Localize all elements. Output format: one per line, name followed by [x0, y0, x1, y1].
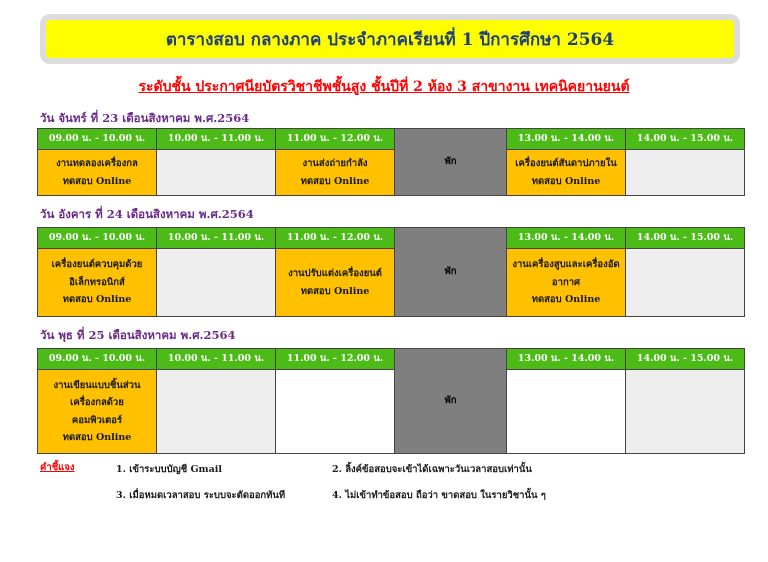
subject-name: เครื่องยนต์ควบคุมด้วย — [51, 259, 143, 271]
empty-cell — [276, 370, 395, 454]
time-slot-header: 11.00 น. - 12.00 น. — [276, 349, 395, 370]
empty-cell — [626, 249, 745, 317]
time-slot-header: 13.00 น. - 14.00 น. — [507, 129, 626, 150]
time-slot-header: 10.00 น. - 11.00 น. — [157, 129, 276, 150]
subject-name: งานเครื่องสูบและเครื่องอัด — [512, 259, 620, 271]
note-item: 3. เมื่อหมดเวลาสอบ ระบบจะตัดออกทันที — [116, 490, 286, 501]
time-slot-header: 09.00 น. - 10.00 น. — [38, 129, 157, 150]
notes-title: คำชี้แจง — [40, 462, 75, 473]
time-slot-header: 14.00 น. - 15.00 น. — [626, 349, 745, 370]
schedule-table-wednesday — [37, 348, 745, 454]
subject-name: งานเขียนแบบชิ้นส่วน — [53, 379, 141, 391]
subject-cell — [38, 150, 157, 196]
day-label-tuesday: วัน อังคาร ที่ 24 เดือนสิงหาคม พ.ศ.2564 — [40, 207, 254, 221]
time-slot-header: 14.00 น. - 15.00 น. — [626, 228, 745, 249]
time-slot-header: 10.00 น. - 11.00 น. — [157, 349, 276, 370]
subject-name: คอมพิวเตอร์ — [71, 414, 123, 426]
subject-name: เครื่องกลด้วย — [70, 397, 124, 409]
note-item: 4. ไม่เข้าทำข้อสอบ ถือว่า ขาดสอบ ในรายวิชานั้น ๆ — [332, 490, 546, 501]
note-item: 2. ลิ้งค์ข้อสอบจะเข้าได้เฉพาะวันเวลาสอบเท่านั้น — [332, 464, 532, 475]
exam-mode: ทดสอบ Online — [62, 175, 132, 187]
time-slot-header: 11.00 น. - 12.00 น. — [276, 228, 395, 249]
break-cell: พัก — [395, 228, 507, 317]
schedule-table-tuesday — [37, 227, 745, 317]
empty-cell — [157, 150, 276, 196]
time-slot-header: 13.00 น. - 14.00 น. — [507, 228, 626, 249]
subject-name: งานส่งถ่ายกำลัง — [302, 158, 368, 170]
empty-cell — [626, 150, 745, 196]
subject-name: งานปรับแต่งเครื่องยนต์ — [288, 268, 382, 280]
time-slot-header: 09.00 น. - 10.00 น. — [38, 349, 157, 370]
time-slot-header: 10.00 น. - 11.00 น. — [157, 228, 276, 249]
page-title: ตารางสอบ กลางภาค ประจำภาคเรียนที่ 1 ปีการศึกษา 2564 — [165, 29, 615, 50]
time-slot-header: 14.00 น. - 15.00 น. — [626, 129, 745, 150]
exam-mode: ทดสอบ Online — [62, 431, 132, 443]
subject-name: อากาศ — [551, 276, 581, 288]
empty-cell — [157, 370, 276, 454]
time-slot-header: 13.00 น. - 14.00 น. — [507, 349, 626, 370]
exam-mode: ทดสอบ Online — [300, 285, 370, 297]
subject-cell — [507, 150, 626, 196]
title-banner — [40, 14, 740, 64]
subject-name: งานทดลองเครื่องกล — [56, 158, 138, 170]
subject-cell — [38, 370, 157, 454]
exam-mode: ทดสอบ Online — [531, 175, 601, 187]
break-cell: พัก — [395, 129, 507, 196]
exam-mode: ทดสอบ Online — [300, 175, 370, 187]
exam-mode: ทดสอบ Online — [531, 294, 601, 306]
time-slot-header: 09.00 น. - 10.00 น. — [38, 228, 157, 249]
day-label-monday: วัน จันทร์ ที่ 23 เดือนสิงหาคม พ.ศ.2564 — [40, 111, 250, 125]
subject-cell — [38, 249, 157, 317]
empty-cell — [507, 370, 626, 454]
title-box — [46, 20, 734, 58]
schedule-table-monday — [37, 128, 745, 196]
empty-cell — [626, 370, 745, 454]
time-slot-header: 11.00 น. - 12.00 น. — [276, 129, 395, 150]
subject-name: อิเล็กทรอนิกส์ — [69, 276, 125, 288]
empty-cell — [157, 249, 276, 317]
page-subtitle: ระดับชั้น ประกาศนียบัตรวิชาชีพชั้นสูง ชั้นปีที่ 2 ห้อง 3 สาขางาน เทคนิคยานยนต์ — [138, 79, 630, 95]
exam-mode: ทดสอบ Online — [62, 294, 132, 306]
subject-cell — [276, 249, 395, 317]
day-label-wednesday: วัน พุธ ที่ 25 เดือนสิงหาคม พ.ศ.2564 — [40, 328, 236, 342]
note-item: 1. เข้าระบบบัญชี Gmail — [116, 464, 222, 475]
subject-cell — [507, 249, 626, 317]
break-cell: พัก — [395, 349, 507, 454]
subject-cell — [276, 150, 395, 196]
subject-name: เครื่องยนต์สันดาปภายใน — [515, 158, 617, 170]
